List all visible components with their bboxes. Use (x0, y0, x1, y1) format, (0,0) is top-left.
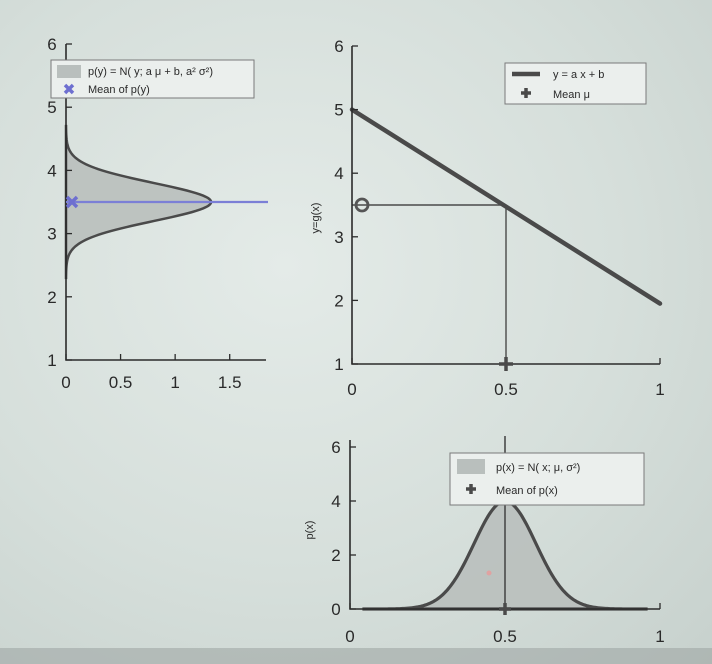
bottom-ytick-label: 4 (331, 492, 341, 511)
left-xtick-label: 0 (61, 373, 71, 392)
left-ytick-label: 2 (47, 287, 57, 307)
main-ytick-label: 2 (334, 291, 344, 311)
main-ytick-label: 1 (334, 355, 344, 374)
main-xtick-label: 0 (347, 380, 357, 399)
left-xtick-label: 0.5 (108, 373, 133, 392)
bottom-pointer-dot (487, 571, 492, 576)
main-ytick-label: 4 (334, 164, 344, 184)
left-legend-label-1: p(y) = N( y; a μ + b, a² σ²) (88, 66, 213, 78)
left-ytick-label: 6 (47, 35, 57, 54)
main-xtick-label: 1 (655, 380, 665, 399)
bottom-legend-label-1: p(x) = N( x; μ, σ²) (496, 462, 581, 474)
left-ytick-label: 4 (47, 161, 57, 181)
main-ytick-label: 6 (334, 37, 344, 56)
bottom-ylabel: p(x) (304, 520, 316, 540)
bottom-xtick-label: 0 (345, 627, 355, 646)
bottom-xtick-label: 1 (655, 627, 665, 646)
main-legend-label-2: Mean μ (553, 89, 590, 101)
main-legend-label-1: y = a x + b (553, 69, 605, 81)
bottom-legend-label-2: Mean of p(x) (496, 485, 558, 497)
left-ytick-label: 3 (47, 224, 57, 244)
left-ytick-label: 1 (47, 351, 57, 370)
main-mean-mu-plus-marker (499, 357, 513, 371)
left-xtick-label: 1.5 (217, 373, 242, 392)
bottom-legend-fill-swatch (457, 459, 485, 474)
left-legend-fill-swatch (57, 65, 81, 78)
bottom-ytick-label: 0 (331, 600, 341, 619)
bottom-xtick-label: 0.5 (493, 627, 517, 646)
bottom-ytick-label: 6 (331, 438, 341, 457)
main-ylabel: y=g(x) (310, 202, 322, 234)
main-xtick-label: 0.5 (494, 380, 518, 399)
bottom-ytick-label: 2 (331, 546, 341, 565)
left-xtick-label: 1 (170, 373, 180, 392)
main-ytick-label: 3 (334, 227, 344, 247)
left-legend-label-2: Mean of p(y) (88, 84, 150, 96)
main-ytick-label: 5 (334, 100, 344, 120)
left-ytick-label: 5 (47, 98, 57, 118)
screen-bottom-edge (0, 648, 712, 664)
